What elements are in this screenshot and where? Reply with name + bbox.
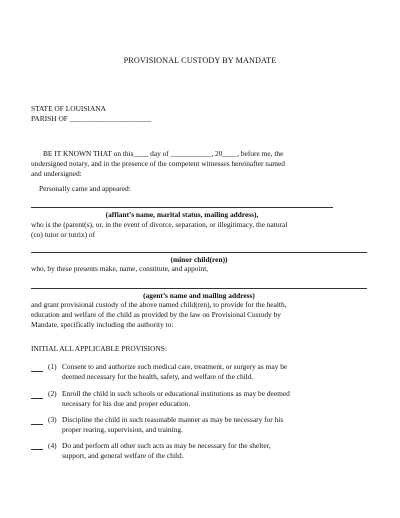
- provision-4-text-1: Do and perform all other such acts as may be necessary for the shelter,: [62, 441, 271, 450]
- provision-3-text-1: Discipline the child in such reasonable manner as may be necessary for his: [62, 415, 284, 424]
- provision-1-initial-blank[interactable]: [31, 371, 43, 372]
- provision-1-text-2: deemed necessary for the health, safety, and welfare of the child.: [62, 372, 254, 381]
- affiant-line-3: (co) tutor or tutrix) of: [31, 230, 96, 239]
- grant-line-2: education and welfare of the child as provided by the law on Provisional Custody by: [31, 310, 281, 319]
- known-line-2: undersigned notary, and in the presence of the competent witnesses hereinafter named: [31, 159, 285, 168]
- provision-2-initial-blank[interactable]: [31, 398, 43, 399]
- minor-line-2: who, by these presents make, name, constitute, and appoint,: [31, 264, 209, 273]
- provisions-heading: INITIAL ALL APPLICABLE PROVISIONS:: [31, 344, 167, 353]
- affiant-label: (affiant’s name, marital status, mailing address),: [105, 210, 259, 219]
- agent-line: [31, 288, 367, 289]
- grant-line-3: Mandate, specifically including the authority to:: [31, 320, 174, 329]
- affiant-line-2: who is the (parent(s), or, in the event of divorce, separation, or illegitimacy, the natural: [31, 220, 288, 229]
- provision-4-number: (4): [48, 441, 57, 450]
- provision-3-initial-blank[interactable]: [31, 424, 43, 425]
- provision-4-text-2: support, and general welfare of the child.: [62, 451, 184, 460]
- provision-2-number: (2): [48, 389, 57, 398]
- known-line-3: and undersigned:: [31, 169, 82, 178]
- document-title: PROVISIONAL CUSTODY BY MANDATE: [123, 56, 277, 65]
- provision-4-initial-blank[interactable]: [31, 449, 43, 450]
- appeared-line: Personally came and appeared:: [39, 184, 131, 193]
- provision-2-text-2: necessary for his due and proper education.: [62, 399, 191, 408]
- minor-child-line: [31, 252, 367, 253]
- provision-1-text-1: Consent to and authorize such medical care, treatment, or surgery as may be: [62, 362, 288, 371]
- provision-2-text-1: Enroll the child in such schools or educational institutions as may be deemed: [62, 389, 290, 398]
- agent-label: (agent’s name and mailing address): [143, 291, 255, 300]
- known-line-1: BE IT KNOWN THAT on this____ day of ___________, 20____, before me, the: [43, 149, 284, 158]
- provision-3-number: (3): [48, 415, 57, 424]
- grant-line-1: and grant provisional custody of the above named child(ren), to provide for the health,: [31, 300, 287, 309]
- minor-label: (minor child(ren)): [170, 255, 228, 264]
- state-line: STATE OF LOUISIANA: [31, 104, 106, 113]
- provision-1-number: (1): [48, 362, 57, 371]
- affiant-signature-line: [31, 207, 333, 208]
- provision-3-text-2: proper rearing, supervision, and training.: [62, 425, 183, 434]
- parish-line: PARISH OF ______________________: [31, 114, 152, 123]
